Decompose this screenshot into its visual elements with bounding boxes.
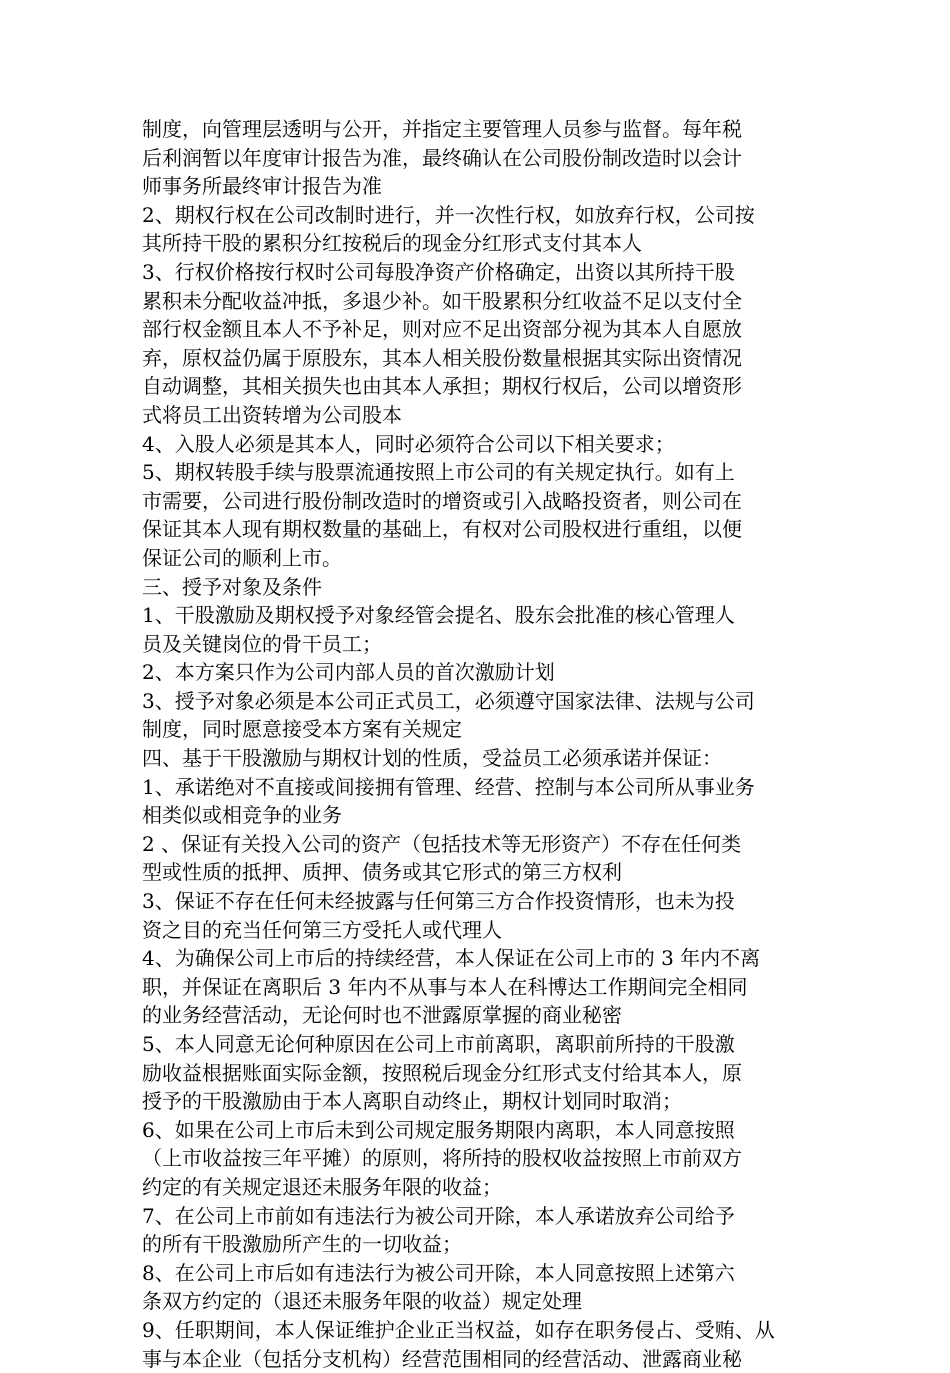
text-line: 2 、保证有关投入公司的资产（包括技术等无形资产）不存在任何类 — [142, 831, 742, 856]
text-line: 事与本企业（包括分支机构）经营范围相同的经营活动、泄露商业秘 — [142, 1346, 742, 1371]
text-line: 资之目的充当任何第三方受托人或代理人 — [142, 917, 502, 942]
text-line: 后利润暂以年度审计报告为准，最终确认在公司股份制改造时以会计 — [142, 145, 742, 170]
text-line: 四、基于干股激励与期权计划的性质，受益员工必须承诺并保证： — [142, 746, 722, 771]
text-line: 保证公司的顺利上市。 — [142, 545, 342, 570]
text-line: 型或性质的抵押、质押、债务或其它形式的第三方权利 — [142, 860, 622, 885]
text-line: 励收益根据账面实际金额，按照税后现金分红形式支付给其本人，原 — [142, 1060, 742, 1085]
paragraph — [142, 1030, 810, 1116]
text-line: 3、行权价格按行权时公司每股净资产价格确定，出资以其所持干股 — [142, 259, 735, 284]
text-line: 的业务经营活动，无论何时也不泄露原掌握的商业秘密 — [142, 1003, 622, 1028]
text-line: 条双方约定的（退还未服务年限的收益）规定处理 — [142, 1289, 582, 1314]
text-line: 5、期权转股手续与股票流通按照上市公司的有关规定执行。如有上 — [142, 460, 735, 485]
paragraph — [142, 601, 810, 658]
text-line: 相类似或相竞争的业务 — [142, 803, 342, 828]
text-line: 授予的干股激励由于本人离职自动终止，期权计划同时取消； — [142, 1089, 682, 1114]
paragraph — [142, 1316, 810, 1373]
paragraph — [142, 458, 810, 572]
paragraph — [142, 430, 810, 459]
text-line: 2、本方案只作为公司内部人员的首次激励计划 — [142, 660, 555, 685]
text-line: 4、入股人必须是其本人，同时必须符合公司以下相关要求； — [142, 431, 675, 456]
text-line: 1、干股激励及期权授予对象经管会提名、股东会批准的核心管理人 — [142, 603, 735, 628]
text-line: 员及关键岗位的骨干员工； — [142, 631, 382, 656]
text-line: 其所持干股的累积分红按税后的现金分红形式支付其本人 — [142, 231, 642, 256]
text-line: 约定的有关规定退还未服务年限的收益； — [142, 1174, 502, 1199]
text-line: 3、保证不存在任何未经披露与任何第三方合作投资情形，也未为投 — [142, 889, 735, 914]
text-line: 市需要，公司进行股份制改造时的增资或引入战略投资者，则公司在 — [142, 488, 742, 513]
paragraph — [142, 830, 810, 887]
paragraph — [142, 744, 810, 773]
text-line: 职，并保证在离职后 3 年内不从事与本人在科博达工作期间完全相同 — [142, 974, 748, 999]
text-line: 6、如果在公司上市后未到公司规定服务期限内离职，本人同意按照 — [142, 1117, 735, 1142]
paragraph — [142, 1202, 810, 1259]
paragraph — [142, 573, 810, 602]
paragraph — [142, 773, 810, 830]
text-line: 制度，同时愿意接受本方案有关规定 — [142, 717, 462, 742]
text-line: 2、期权行权在公司改制时进行，并一次性行权，如放弃行权，公司按 — [142, 202, 755, 227]
text-line: 制度，向管理层透明与公开，并指定主要管理人员参与监督。每年税 — [142, 117, 742, 141]
paragraph — [142, 258, 810, 430]
text-line: 自动调整，其相关损失也由其本人承担；期权行权后，公司以增资形 — [142, 374, 742, 399]
paragraph — [142, 1259, 810, 1316]
paragraph — [142, 658, 810, 687]
text-line: 保证其本人现有期权数量的基础上，有权对公司股权进行重组，以便 — [142, 517, 742, 542]
text-line: 式将员工出资转增为公司股本 — [142, 402, 402, 427]
text-line: 累积未分配收益冲抵，多退少补。如干股累积分红收益不足以支付全 — [142, 288, 742, 313]
text-line: 1、承诺绝对不直接或间接拥有管理、经营、控制与本公司所从事业务 — [142, 774, 755, 799]
text-line: 4、为确保公司上市后的持续经营，本人保证在公司上市的 3 年内不离 — [142, 946, 761, 971]
document-page — [142, 115, 810, 1373]
text-line: 部行权金额且本人不予补足，则对应不足出资部分视为其本人自愿放 — [142, 317, 742, 342]
text-line: 8、在公司上市后如有违法行为被公司开除，本人同意按照上述第六 — [142, 1260, 735, 1285]
text-line: 师事务所最终审计报告为准 — [142, 174, 382, 199]
paragraph — [142, 887, 810, 944]
text-line: 的所有干股激励所产生的一切收益； — [142, 1232, 462, 1257]
paragraph — [142, 115, 810, 201]
text-line: 5、本人同意无论何种原因在公司上市前离职，离职前所持的干股激 — [142, 1032, 735, 1056]
paragraph — [142, 1116, 810, 1202]
text-line: 三、授予对象及条件 — [142, 574, 322, 599]
text-line: 7、在公司上市前如有违法行为被公司开除，本人承诺放弃公司给予 — [142, 1203, 735, 1228]
text-line: （上市收益按三年平摊）的原则，将所持的股权收益按照上市前双方 — [142, 1146, 742, 1171]
paragraph — [142, 944, 810, 1030]
text-line: 3、授予对象必须是本公司正式员工，必须遵守国家法律、法规与公司 — [142, 688, 755, 713]
text-line: 9、任职期间，本人保证维护企业正当权益，如存在职务侵占、受贿、从 — [142, 1317, 775, 1342]
text-line: 弃，原权益仍属于原股东，其本人相关股份数量根据其实际出资情况 — [142, 345, 742, 370]
paragraph — [142, 687, 810, 744]
paragraph — [142, 201, 810, 258]
